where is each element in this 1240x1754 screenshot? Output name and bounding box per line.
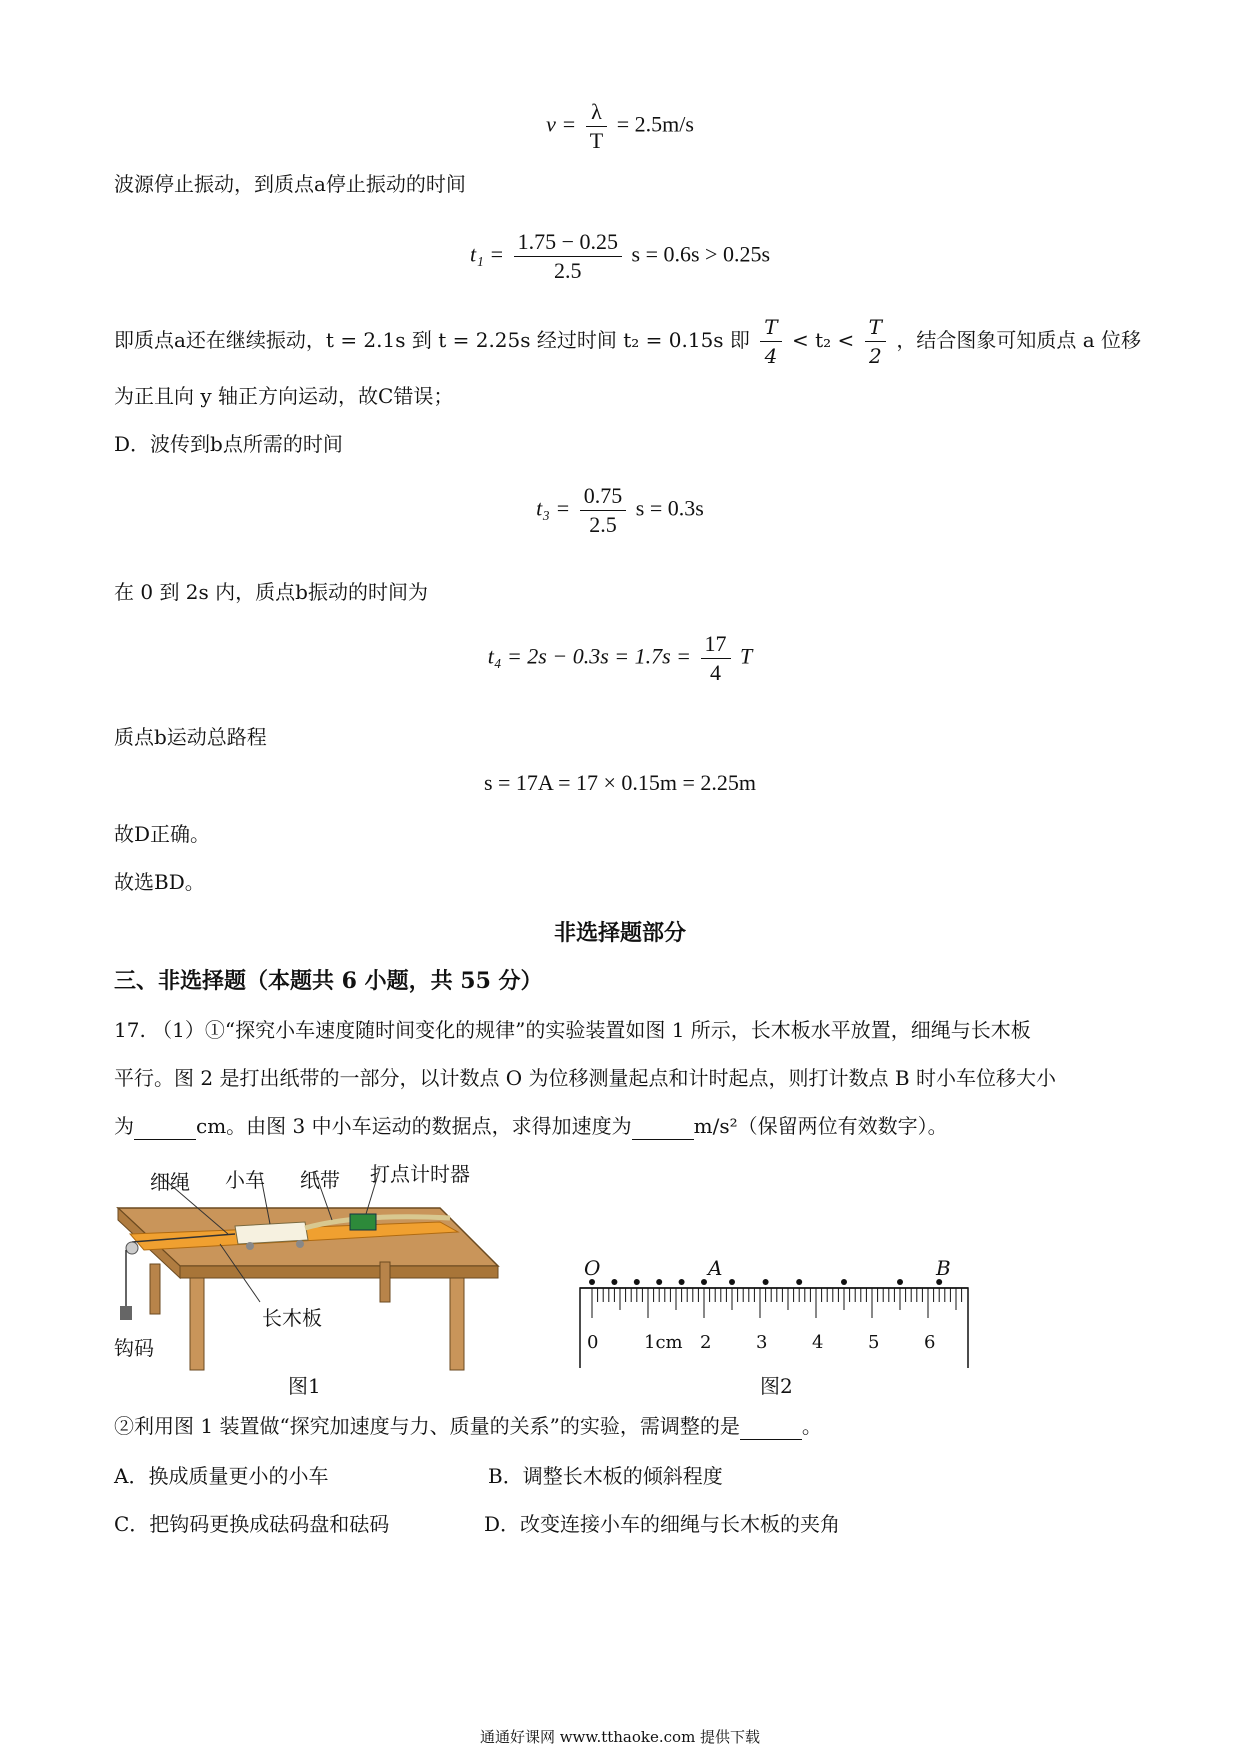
point-a-label: A [708, 1256, 723, 1280]
tape-dot [679, 1279, 685, 1285]
equation-t4 [0, 630, 1240, 687]
tape-dot [796, 1279, 802, 1285]
text-line: 波源停止振动，到质点a停止振动的时间 [114, 172, 466, 196]
tick-label: 6 [924, 1332, 936, 1353]
question-line [114, 1412, 822, 1440]
denominator: 4 [710, 660, 722, 685]
eq-rhs: s = 0.6s > 0.25s [631, 241, 771, 267]
question-line: 平行。图 2 是打出纸带的一部分，以计数点 O 为位移测量起点和计时起点，则打计数点 B 时小车位移大小 [114, 1066, 1056, 1090]
question-line: 17. （1）①“探究小车速度随时间变化的规律”的实验装置如图 1 所示，长木板水平放置，细绳与长木板 [114, 1018, 1031, 1042]
part-title: 三、非选择题（本题共 6 小题，共 55 分） [114, 968, 543, 994]
option-a[interactable]: A．换成质量更小的小车 [114, 1464, 329, 1488]
text-line: 故选BD。 [114, 870, 205, 894]
numerator: 0.75 [580, 482, 627, 511]
answer-blank[interactable] [632, 1119, 694, 1140]
figure-2-ruler [570, 1258, 980, 1368]
eq-rhs: T [740, 643, 753, 669]
text-line: 为正且向 y 轴正方向运动，故C错误； [114, 384, 454, 408]
numerator: λ [586, 98, 607, 127]
eq-lhs: t₃ = [536, 495, 571, 521]
text-segment: m/s²（保留两位有效数字）。 [693, 1114, 948, 1138]
tick-label: 2 [700, 1332, 712, 1353]
equation-v [0, 98, 1240, 155]
figure-1-caption: 图1 [288, 1374, 321, 1398]
eq-lhs: v = [546, 111, 577, 137]
tape-dot [611, 1279, 617, 1285]
tick-label: 1cm [644, 1332, 683, 1353]
tick-label: 3 [756, 1332, 768, 1353]
text-segment: 为 [114, 1114, 134, 1138]
tape-dot [729, 1279, 735, 1285]
text-segment: 。 [801, 1414, 822, 1438]
text-segment: ，结合图象可知质点 a 位移 [896, 328, 1141, 352]
label-tape: 纸带 [300, 1168, 340, 1192]
label-board: 长木板 [262, 1306, 322, 1330]
label-string: 细绳 [150, 1170, 190, 1194]
answer-blank[interactable] [134, 1119, 196, 1140]
numerator: T [760, 313, 781, 342]
equation-s: s = 17A = 17 × 0.15m = 2.25m [483, 770, 757, 795]
numerator: T [865, 313, 886, 342]
text-line: 在 0 到 2s 内，质点b振动的时间为 [114, 580, 428, 604]
text-line [114, 310, 1141, 370]
tick-label: 5 [868, 1332, 880, 1353]
point-b-label: B [936, 1256, 951, 1280]
eq-lhs: t₁ = [469, 241, 505, 267]
fraction [701, 630, 731, 687]
fraction [586, 98, 607, 155]
denominator: 2.5 [554, 258, 582, 283]
tape-dot [701, 1279, 707, 1285]
label-timer: 打点计时器 [370, 1162, 470, 1186]
text-segment: cm。由图 3 中小车运动的数据点，求得加速度为 [196, 1114, 632, 1138]
fraction [760, 313, 781, 370]
fraction [514, 228, 622, 285]
answer-blank[interactable] [740, 1419, 802, 1440]
tape-dot [656, 1279, 662, 1285]
tick-label: 0 [587, 1332, 599, 1353]
option-b[interactable]: B．调整长木板的倾斜程度 [488, 1464, 723, 1488]
denominator: T [589, 128, 604, 153]
tape-dot [841, 1279, 847, 1285]
equation-t3 [0, 482, 1240, 539]
option-d[interactable]: D．改变连接小车的细绳与长木板的夹角 [484, 1512, 841, 1536]
numerator: 1.75 − 0.25 [514, 228, 622, 257]
point-o-label: O [584, 1256, 601, 1280]
eq-rhs: s = 0.3s [635, 495, 704, 521]
text-line: 故D正确。 [114, 822, 211, 846]
numerator: 17 [701, 630, 731, 659]
denominator: 4 [764, 344, 778, 368]
question-line [114, 1112, 948, 1140]
fraction [580, 482, 627, 539]
eq-rhs: = 2.5m/s [616, 111, 694, 137]
denominator: 2 [868, 344, 882, 368]
tick-label: 4 [812, 1332, 824, 1353]
text-segment: ②利用图 1 装置做“探究加速度与力、质量的关系”的实验，需调整的是 [114, 1414, 740, 1438]
tape-dot [634, 1279, 640, 1285]
equation-t1 [0, 228, 1240, 285]
tape-dot [763, 1279, 769, 1285]
fraction [865, 313, 886, 370]
eq-lhs: t₄ = 2s − 0.3s = 1.7s = [487, 643, 692, 669]
text-segment: 即质点a还在继续振动，t = 2.1s 到 t = 2.25s 经过时间 t₂ = 0.15s 即 [114, 328, 750, 352]
text-line: 质点b运动总路程 [114, 725, 267, 749]
text-line: D．波传到b点所需的时间 [114, 432, 343, 456]
denominator: 2.5 [589, 512, 617, 537]
section-title: 非选择题部分 [553, 920, 686, 946]
label-cart: 小车 [225, 1168, 265, 1192]
option-c[interactable]: C．把钩码更换成砝码盘和砝码 [114, 1512, 390, 1536]
label-hook-weight: 钩码 [114, 1336, 154, 1360]
figure-2-caption: 图2 [760, 1374, 793, 1398]
text-segment: < t₂ < [791, 328, 855, 352]
tape-dot [897, 1279, 903, 1285]
footer: 通通好课网 www.tthaoke.com 提供下载 [479, 1728, 761, 1746]
